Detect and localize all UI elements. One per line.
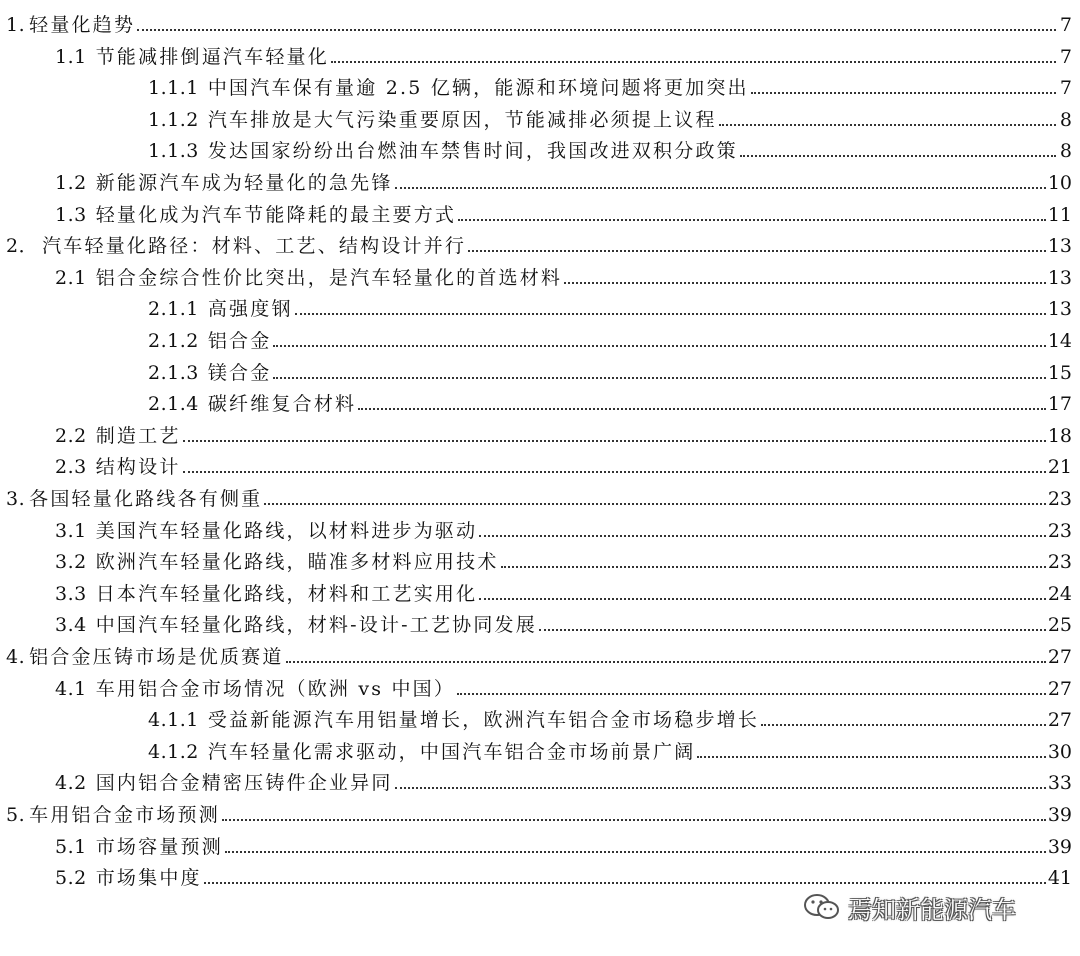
toc-entry-page-number: 8: [1059, 108, 1072, 131]
toc-entry-title: 车用铝合金市场预测: [29, 804, 220, 826]
toc-entry-title: 各国轻量化路线各有侧重: [29, 488, 263, 510]
toc-entry-page-number: 27: [1047, 677, 1072, 700]
toc-entry-level-3[interactable]: [0, 322, 1080, 352]
toc-entry-title: 车用铝合金市场情况（欧洲 vs 中国）: [95, 677, 456, 700]
toc-entry-level-2[interactable]: [0, 38, 1080, 68]
toc-entry-page-number: 21: [1047, 456, 1072, 479]
toc-entry-level-3[interactable]: [0, 101, 1080, 131]
toc-entry-level-2[interactable]: [0, 543, 1080, 573]
toc-entry-page-number: 23: [1047, 519, 1072, 542]
toc-entry-title: 国内铝合金精密压铸件企业异同: [95, 772, 393, 795]
toc-entry-page-number: 39: [1047, 804, 1072, 826]
toc-entry-level-2[interactable]: [0, 164, 1080, 194]
toc-entry-page-number: 27: [1047, 709, 1072, 732]
toc-entry-level-3[interactable]: [0, 69, 1080, 99]
dot-leader: [539, 629, 1046, 631]
toc-entry-number: 4.2: [55, 772, 87, 795]
toc-entry-number: 2.1.1: [148, 298, 199, 321]
toc-entry-number: 1.1.1: [148, 77, 199, 100]
toc-entry-level-3[interactable]: [0, 385, 1080, 415]
toc-entry-page-number: 13: [1047, 266, 1072, 289]
toc-entry-title: 铝合金: [207, 330, 272, 352]
toc-entry-number: 4.1.1: [148, 709, 199, 732]
toc-entry-level-2[interactable]: [0, 259, 1080, 289]
toc-entry-level-3[interactable]: [0, 132, 1080, 162]
toc-entry-page-number: 23: [1047, 551, 1072, 574]
toc-entry-level-2[interactable]: [0, 575, 1080, 605]
dot-leader: [204, 882, 1046, 884]
toc-entry-level-3[interactable]: [0, 733, 1080, 763]
toc-entry-page-number: 11: [1047, 203, 1072, 226]
toc-entry-page-number: 41: [1047, 867, 1072, 890]
toc-entry-number: 1.3: [55, 203, 87, 226]
dot-leader: [273, 345, 1045, 347]
toc-entry-title: 节能减排倒逼汽车轻量化: [95, 45, 329, 68]
toc-entry-page-number: 8: [1059, 140, 1072, 163]
toc-entry-level-2[interactable]: [0, 670, 1080, 700]
toc-entry-title: 日本汽车轻量化路线，材料和工艺实用化: [95, 582, 478, 605]
dot-leader: [751, 92, 1056, 94]
toc-entry-page-number: 23: [1047, 488, 1072, 510]
dot-leader: [719, 124, 1056, 126]
dot-leader: [458, 219, 1046, 221]
toc-entry-page-number: 7: [1059, 14, 1072, 36]
toc-entry-level-3[interactable]: [0, 290, 1080, 320]
toc-entry-number: 2.1: [55, 266, 87, 289]
toc-entry-level-1[interactable]: [0, 480, 1080, 510]
toc-entry-page-number: 30: [1047, 740, 1072, 763]
toc-entry-level-2[interactable]: [0, 512, 1080, 542]
toc-entry-title: 中国汽车轻量化路线，材料-设计-工艺协同发展: [95, 614, 537, 637]
toc-entry-number: 5.2: [55, 867, 87, 890]
dot-leader: [225, 851, 1046, 853]
toc-entry-page-number: 14: [1047, 330, 1072, 352]
toc-entry-title: 市场容量预测: [95, 835, 223, 858]
toc-entry-page-number: 17: [1047, 393, 1072, 416]
dot-leader: [137, 29, 1056, 31]
dot-leader: [286, 661, 1046, 663]
toc-entry-title: 制造工艺: [95, 424, 181, 447]
toc-entry-number: 2.1.4: [148, 393, 199, 416]
toc-entry-title: 铝合金综合性价比突出，是汽车轻量化的首选材料: [95, 266, 563, 289]
toc-entry-title: 碳纤维复合材料: [207, 393, 357, 416]
toc-entry-title: 新能源汽车成为轻量化的急先锋: [95, 172, 393, 194]
dot-leader: [395, 787, 1046, 789]
toc-entry-title: 高强度钢: [207, 298, 293, 321]
toc-entry-title: 镁合金: [207, 361, 272, 384]
toc-entry-number: 1.1: [55, 45, 87, 68]
dot-leader: [479, 535, 1045, 537]
toc-entry-page-number: 25: [1047, 614, 1072, 637]
toc-entry-title: 欧洲汽车轻量化路线，瞄准多材料应用技术: [95, 551, 499, 574]
toc-entry-number: 2.3: [55, 456, 87, 479]
toc-entry-number: 5.1: [55, 835, 87, 858]
toc-entry-number: 5.: [6, 804, 26, 826]
toc-entry-title: 市场集中度: [95, 867, 202, 890]
toc-entry-page-number: 27: [1047, 646, 1072, 668]
toc-entry-number: 1.1.2: [148, 108, 199, 131]
dot-leader: [501, 566, 1046, 568]
toc-entry-title: 发达国家纷纷出台燃油车禁售时间，我国改进双积分政策: [207, 140, 738, 163]
toc-entry-number: 2.1.2: [148, 330, 199, 352]
toc-entry-level-3[interactable]: [0, 701, 1080, 731]
toc-entry-title: 结构设计: [95, 456, 181, 479]
toc-entry-title: 轻量化成为汽车节能降耗的最主要方式: [95, 203, 457, 226]
toc-entry-title: 美国汽车轻量化路线，以材料进步为驱动: [95, 519, 478, 542]
toc-entry-title: 汽车排放是大气污染重要原因，节能减排必须提上议程: [207, 108, 717, 131]
toc-entry-number: 2.1.3: [148, 361, 199, 384]
toc-entry-number: 1.: [6, 14, 26, 36]
toc-entry-title: 铝合金压铸市场是优质赛道: [29, 646, 284, 668]
toc-entry-level-3[interactable]: [0, 354, 1080, 384]
dot-leader: [183, 440, 1046, 442]
toc-entry-level-2[interactable]: [0, 417, 1080, 447]
dot-leader: [564, 282, 1046, 284]
toc-entry-level-2[interactable]: [0, 764, 1080, 794]
dot-leader: [479, 598, 1045, 600]
toc-entry-page-number: 13: [1047, 298, 1072, 321]
dot-leader: [295, 313, 1046, 315]
toc-entry-page-number: 39: [1047, 835, 1072, 858]
toc-entry-number: 4.: [6, 646, 26, 668]
toc-entry-number: 1.1.3: [148, 140, 199, 163]
toc-entry-number: 3.4: [55, 614, 87, 637]
toc-entry-page-number: 13: [1047, 235, 1072, 258]
dot-leader: [457, 693, 1046, 695]
toc-entry-level-1[interactable]: [0, 227, 1080, 257]
dot-leader: [740, 155, 1056, 157]
toc-entry-page-number: 18: [1047, 424, 1072, 447]
dot-leader: [761, 724, 1046, 726]
toc-entry-title: 受益新能源汽车用铝量增长，欧洲汽车铝合金市场稳步增长: [207, 709, 760, 732]
toc-entry-title: 汽车轻量化路径：材料、工艺、结构设计并行: [42, 235, 467, 258]
toc-entry-level-2[interactable]: [0, 828, 1080, 858]
toc-entry-number: 3.: [6, 488, 26, 510]
toc-entry-page-number: 33: [1047, 772, 1072, 795]
toc-entry-number: 4.1: [55, 677, 87, 700]
toc-entry-number: 1.2: [55, 172, 87, 194]
toc-entry-level-2[interactable]: [0, 606, 1080, 636]
toc-entry-page-number: 15: [1047, 361, 1072, 384]
dot-leader: [264, 503, 1045, 505]
toc-entry-level-1[interactable]: [0, 796, 1080, 826]
toc-entry-number: 2.2: [55, 424, 87, 447]
toc-entry-page-number: 7: [1059, 45, 1072, 68]
toc-entry-level-2[interactable]: [0, 859, 1080, 889]
toc-entry-page-number: 7: [1059, 77, 1072, 100]
toc-entry-title: 轻量化趋势: [29, 14, 136, 36]
toc-entry-number: 2．: [6, 235, 39, 258]
toc-entry-number: 3.2: [55, 551, 87, 574]
toc-entry-page-number: 10: [1047, 172, 1072, 194]
toc-entry-title: 汽车轻量化需求驱动，中国汽车铝合金市场前景广阔: [207, 740, 696, 763]
toc-entry-title: 中国汽车保有量逾 2.5 亿辆，能源和环境问题将更加突出: [207, 77, 749, 100]
dot-leader: [358, 408, 1046, 410]
toc-entry-level-1[interactable]: [0, 6, 1080, 36]
toc-entry-page-number: 24: [1047, 582, 1072, 605]
dot-leader: [222, 819, 1046, 821]
toc-entry-level-2[interactable]: [0, 448, 1080, 478]
dot-leader: [468, 250, 1046, 252]
dot-leader: [395, 187, 1046, 189]
toc-entry-number: 3.1: [55, 519, 87, 542]
toc-entry-level-2[interactable]: [0, 196, 1080, 226]
dot-leader: [183, 471, 1046, 473]
watermark-text: 焉知新能源汽车: [848, 895, 1016, 924]
toc-entry-number: 3.3: [55, 582, 87, 605]
dot-leader: [697, 756, 1045, 758]
toc-entry-level-1[interactable]: [0, 638, 1080, 668]
dot-leader: [273, 377, 1045, 379]
dot-leader: [331, 61, 1056, 63]
toc-entry-number: 4.1.2: [148, 740, 199, 763]
